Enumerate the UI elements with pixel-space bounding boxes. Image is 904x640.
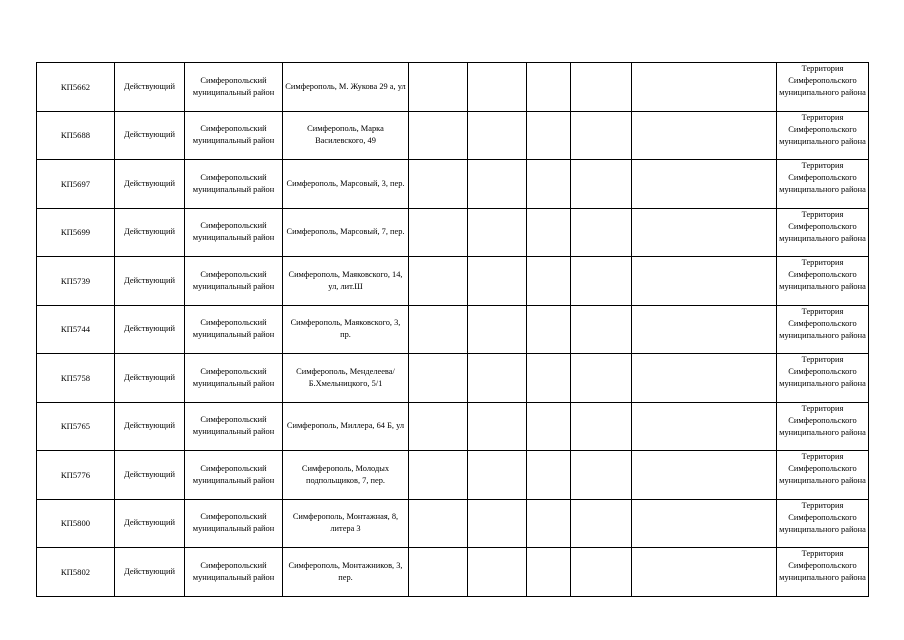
cell-empty <box>571 63 632 112</box>
cell-address: Симферополь, Марка Василевского, 49 <box>283 111 409 160</box>
cell-territory: Территория Симферопольского муниципального района <box>777 499 869 548</box>
cell-empty <box>468 257 527 306</box>
cell-district: Симферопольский муниципальный район <box>185 548 283 597</box>
cell-address: Симферополь, Маяковского, 14, ул, лит.Ш <box>283 257 409 306</box>
table-row <box>37 305 869 354</box>
cell-address: Симферополь, Маяковского, 3, пр. <box>283 305 409 354</box>
cell-empty <box>409 111 468 160</box>
cell-address: Симферополь, М. Жукова 29 а, ул <box>283 63 409 112</box>
cell-district: Симферопольский муниципальный район <box>185 354 283 403</box>
cell-status: Действующий <box>115 305 185 354</box>
cell-empty <box>571 208 632 257</box>
cell-empty <box>527 63 571 112</box>
cell-empty <box>632 63 777 112</box>
cell-territory: Территория Симферопольского муниципального района <box>777 63 869 112</box>
cell-empty <box>409 402 468 451</box>
cell-empty <box>468 63 527 112</box>
cell-territory: Территория Симферопольского муниципального района <box>777 451 869 500</box>
cell-code: КП5744 <box>37 305 115 354</box>
cell-empty <box>632 499 777 548</box>
table-row <box>37 208 869 257</box>
cell-empty <box>527 111 571 160</box>
cell-status: Действующий <box>115 160 185 209</box>
cell-empty <box>527 548 571 597</box>
cell-empty <box>409 208 468 257</box>
cell-territory: Территория Симферопольского муниципального района <box>777 160 869 209</box>
cell-status: Действующий <box>115 208 185 257</box>
cell-empty <box>632 208 777 257</box>
cell-empty <box>409 499 468 548</box>
cell-empty <box>468 402 527 451</box>
table-row <box>37 548 869 597</box>
cell-code: КП5800 <box>37 499 115 548</box>
cell-empty <box>632 354 777 403</box>
cell-address: Симферополь, Марсовый, 7, пер. <box>283 208 409 257</box>
cell-territory: Территория Симферопольского муниципального района <box>777 111 869 160</box>
cell-code: КП5662 <box>37 63 115 112</box>
table-row <box>37 63 869 112</box>
cell-empty <box>409 354 468 403</box>
cell-empty <box>527 160 571 209</box>
cell-empty <box>527 499 571 548</box>
cell-address: Симферополь, Менделеева/ Б.Хмельницкого, 5/1 <box>283 354 409 403</box>
cell-empty <box>409 451 468 500</box>
cell-empty <box>571 305 632 354</box>
cell-district: Симферопольский муниципальный район <box>185 257 283 306</box>
cell-empty <box>632 402 777 451</box>
cell-district: Симферопольский муниципальный район <box>185 208 283 257</box>
cell-empty <box>468 160 527 209</box>
cell-code: КП5699 <box>37 208 115 257</box>
cell-empty <box>527 305 571 354</box>
cell-code: КП5758 <box>37 354 115 403</box>
table-row <box>37 354 869 403</box>
cell-empty <box>527 354 571 403</box>
cell-empty <box>527 257 571 306</box>
cell-status: Действующий <box>115 548 185 597</box>
table-row <box>37 499 869 548</box>
cell-empty <box>571 160 632 209</box>
cell-territory: Территория Симферопольского муниципального района <box>777 548 869 597</box>
cell-empty <box>571 499 632 548</box>
cell-status: Действующий <box>115 402 185 451</box>
cell-territory: Территория Симферопольского муниципального района <box>777 402 869 451</box>
cell-empty <box>571 451 632 500</box>
cell-empty <box>468 208 527 257</box>
cell-district: Симферопольский муниципальный район <box>185 402 283 451</box>
cell-empty <box>571 257 632 306</box>
cell-status: Действующий <box>115 257 185 306</box>
cell-empty <box>468 354 527 403</box>
cell-empty <box>468 499 527 548</box>
cell-empty <box>632 548 777 597</box>
cell-district: Симферопольский муниципальный район <box>185 160 283 209</box>
data-table <box>36 62 869 597</box>
cell-empty <box>409 257 468 306</box>
table-row <box>37 451 869 500</box>
cell-district: Симферопольский муниципальный район <box>185 305 283 354</box>
cell-empty <box>632 305 777 354</box>
cell-territory: Территория Симферопольского муниципального района <box>777 354 869 403</box>
cell-empty <box>468 305 527 354</box>
cell-empty <box>409 160 468 209</box>
cell-empty <box>409 305 468 354</box>
cell-code: КП5765 <box>37 402 115 451</box>
cell-empty <box>468 111 527 160</box>
cell-empty <box>632 451 777 500</box>
cell-code: КП5739 <box>37 257 115 306</box>
cell-territory: Территория Симферопольского муниципального района <box>777 208 869 257</box>
cell-empty <box>632 257 777 306</box>
cell-status: Действующий <box>115 111 185 160</box>
cell-status: Действующий <box>115 354 185 403</box>
cell-empty <box>571 548 632 597</box>
cell-territory: Территория Симферопольского муниципального района <box>777 257 869 306</box>
cell-district: Симферопольский муниципальный район <box>185 499 283 548</box>
cell-empty <box>409 548 468 597</box>
cell-district: Симферопольский муниципальный район <box>185 451 283 500</box>
cell-empty <box>571 402 632 451</box>
cell-territory: Территория Симферопольского муниципального района <box>777 305 869 354</box>
table-row <box>37 111 869 160</box>
cell-empty <box>468 548 527 597</box>
table-body <box>37 63 869 597</box>
cell-status: Действующий <box>115 451 185 500</box>
cell-code: КП5688 <box>37 111 115 160</box>
table-row <box>37 257 869 306</box>
cell-empty <box>632 160 777 209</box>
cell-district: Симферопольский муниципальный район <box>185 111 283 160</box>
cell-district: Симферопольский муниципальный район <box>185 63 283 112</box>
cell-address: Симферополь, Миллера, 64 Б, ул <box>283 402 409 451</box>
cell-status: Действующий <box>115 63 185 112</box>
cell-empty <box>468 451 527 500</box>
cell-empty <box>527 402 571 451</box>
cell-code: КП5802 <box>37 548 115 597</box>
table-row <box>37 160 869 209</box>
cell-empty <box>527 451 571 500</box>
cell-address: Симферополь, Монтажная, 8, литера 3 <box>283 499 409 548</box>
cell-address: Симферополь, Молодых подпольщиков, 7, пер. <box>283 451 409 500</box>
cell-code: КП5776 <box>37 451 115 500</box>
cell-empty <box>527 208 571 257</box>
cell-empty <box>571 354 632 403</box>
cell-empty <box>409 63 468 112</box>
cell-empty <box>632 111 777 160</box>
table-row <box>37 402 869 451</box>
cell-address: Симферополь, Марсовый, 3, пер. <box>283 160 409 209</box>
cell-empty <box>571 111 632 160</box>
cell-status: Действующий <box>115 499 185 548</box>
cell-code: КП5697 <box>37 160 115 209</box>
cell-address: Симферополь, Монтажников, 3, пер. <box>283 548 409 597</box>
